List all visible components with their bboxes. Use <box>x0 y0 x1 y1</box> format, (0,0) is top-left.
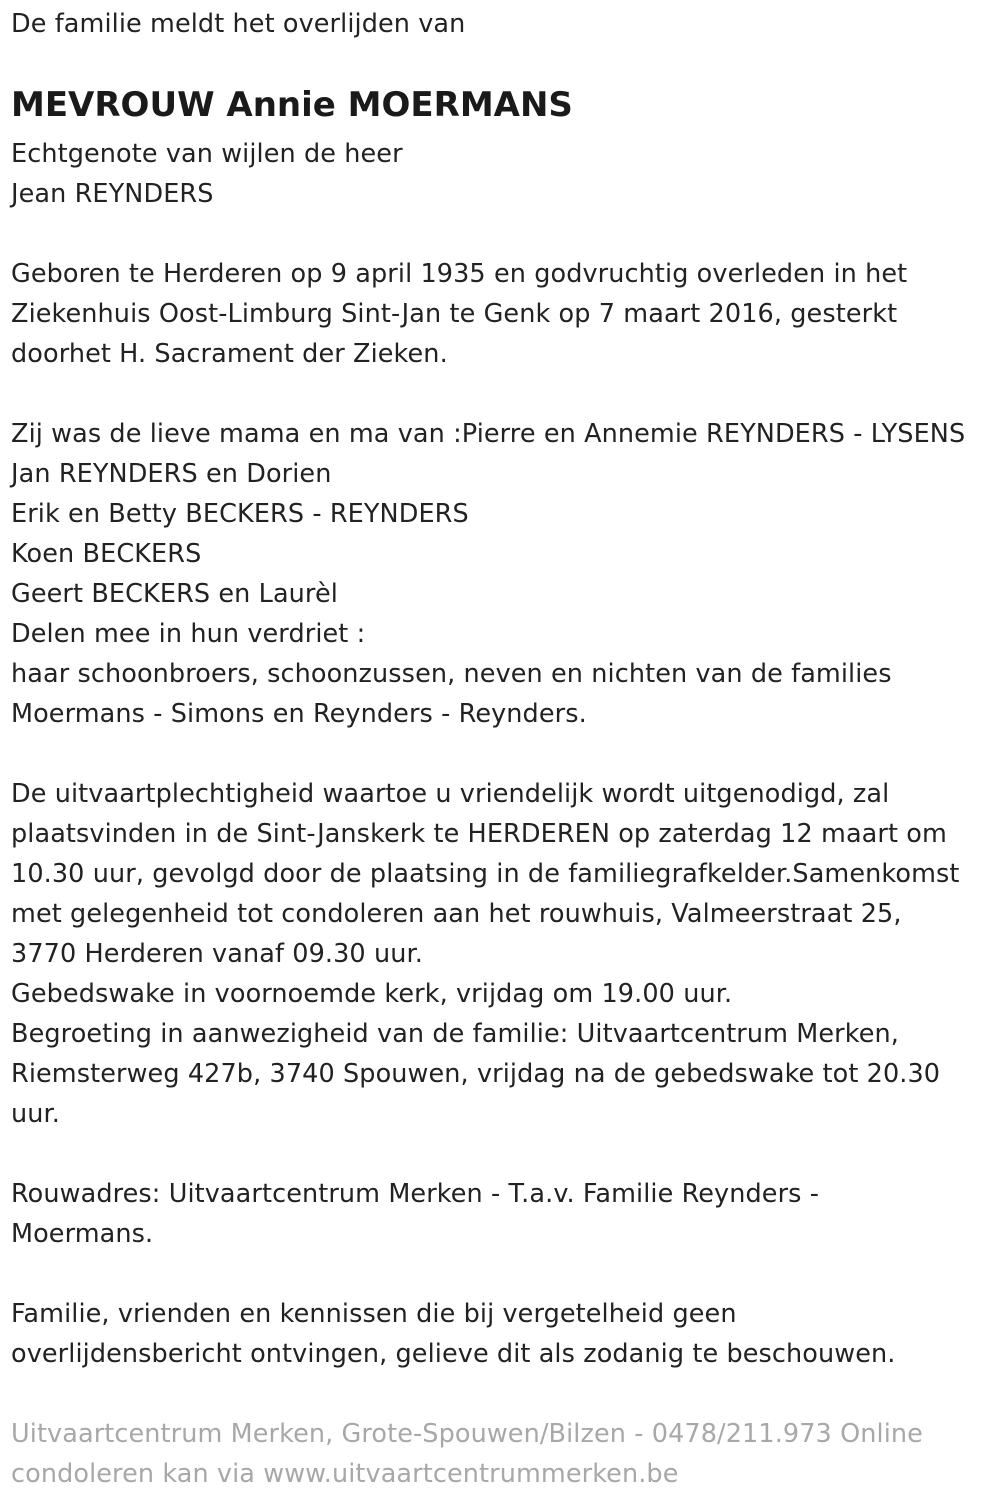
ceremony-line: 10.30 uur, gevolgd door de plaatsing in de familiegrafkelder.Samenkomst <box>11 859 960 889</box>
ceremony-line: Begroeting in aanwezigheid van de familie: Uitvaartcentrum Merken, <box>11 1019 899 1049</box>
spouse-section <box>11 134 403 214</box>
ceremony-line: Gebedswake in voornoemde kerk, vrijdag om 19.00 uur. <box>11 979 733 1009</box>
intro-text: De familie meldt het overlijden van <box>11 9 466 39</box>
ceremony-line: plaatsvinden in de Sint-Janskerk te HERDEREN op zaterdag 12 maart om <box>11 819 947 849</box>
name-section <box>11 80 573 130</box>
spouse-line: Echtgenote van wijlen de heer <box>11 139 403 169</box>
family-line: Moermans - Simons en Reynders - Reynders. <box>11 699 587 729</box>
birth-death-line: Geboren te Herderen op 9 april 1935 en godvruchtig overleden in het <box>11 259 908 289</box>
family-line: haar schoonbroers, schoonzussen, neven en nichten van de families <box>11 659 892 689</box>
spouse-line: Jean REYNDERS <box>11 179 214 209</box>
intro-section <box>11 4 465 44</box>
birth-death-line: Ziekenhuis Oost-Limburg Sint-Jan te Genk op 7 maart 2016, gesterkt <box>11 299 898 329</box>
footer-line: Uitvaartcentrum Merken, Grote-Spouwen/Bilzen - 0478/211.973 Online <box>11 1419 923 1449</box>
family-section <box>11 414 965 734</box>
family-line: Jan REYNDERS en Dorien <box>11 459 332 489</box>
notice-line: overlijdensbericht ontvingen, gelieve dit als zodanig te beschouwen. <box>11 1339 896 1369</box>
birth-death-section <box>11 254 907 374</box>
family-line: Delen mee in hun verdriet : <box>11 619 366 649</box>
deceased-name: MEVROUW Annie MOERMANS <box>11 85 573 125</box>
family-line: Erik en Betty BECKERS - REYNDERS <box>11 499 469 529</box>
footer-section <box>11 1414 923 1494</box>
address-section <box>11 1174 819 1254</box>
notice-section <box>11 1294 895 1374</box>
family-line: Geert BECKERS en Laurèl <box>11 579 338 609</box>
ceremony-line: De uitvaartplechtigheid waartoe u vriendelijk wordt uitgenodigd, zal <box>11 779 890 809</box>
footer-line: condoleren kan via www.uitvaartcentrummerken.be <box>11 1459 679 1489</box>
birth-death-line: doorhet H. Sacrament der Zieken. <box>11 339 448 369</box>
ceremony-line: Riemsterweg 427b, 3740 Spouwen, vrijdag na de gebedswake tot 20.30 <box>11 1059 941 1089</box>
ceremony-line: met gelegenheid tot condoleren aan het rouwhuis, Valmeerstraat 25, <box>11 899 902 929</box>
family-line: Zij was de lieve mama en ma van :Pierre en Annemie REYNDERS - LYSENS <box>11 419 966 449</box>
ceremony-section <box>11 774 960 1134</box>
notice-line: Familie, vrienden en kennissen die bij vergetelheid geen <box>11 1299 737 1329</box>
address-line: Rouwadres: Uitvaartcentrum Merken - T.a.v. Familie Reynders - <box>11 1179 820 1209</box>
ceremony-line: 3770 Herderen vanaf 09.30 uur. <box>11 939 423 969</box>
address-line: Moermans. <box>11 1219 154 1249</box>
family-line: Koen BECKERS <box>11 539 202 569</box>
ceremony-line: uur. <box>11 1099 60 1129</box>
